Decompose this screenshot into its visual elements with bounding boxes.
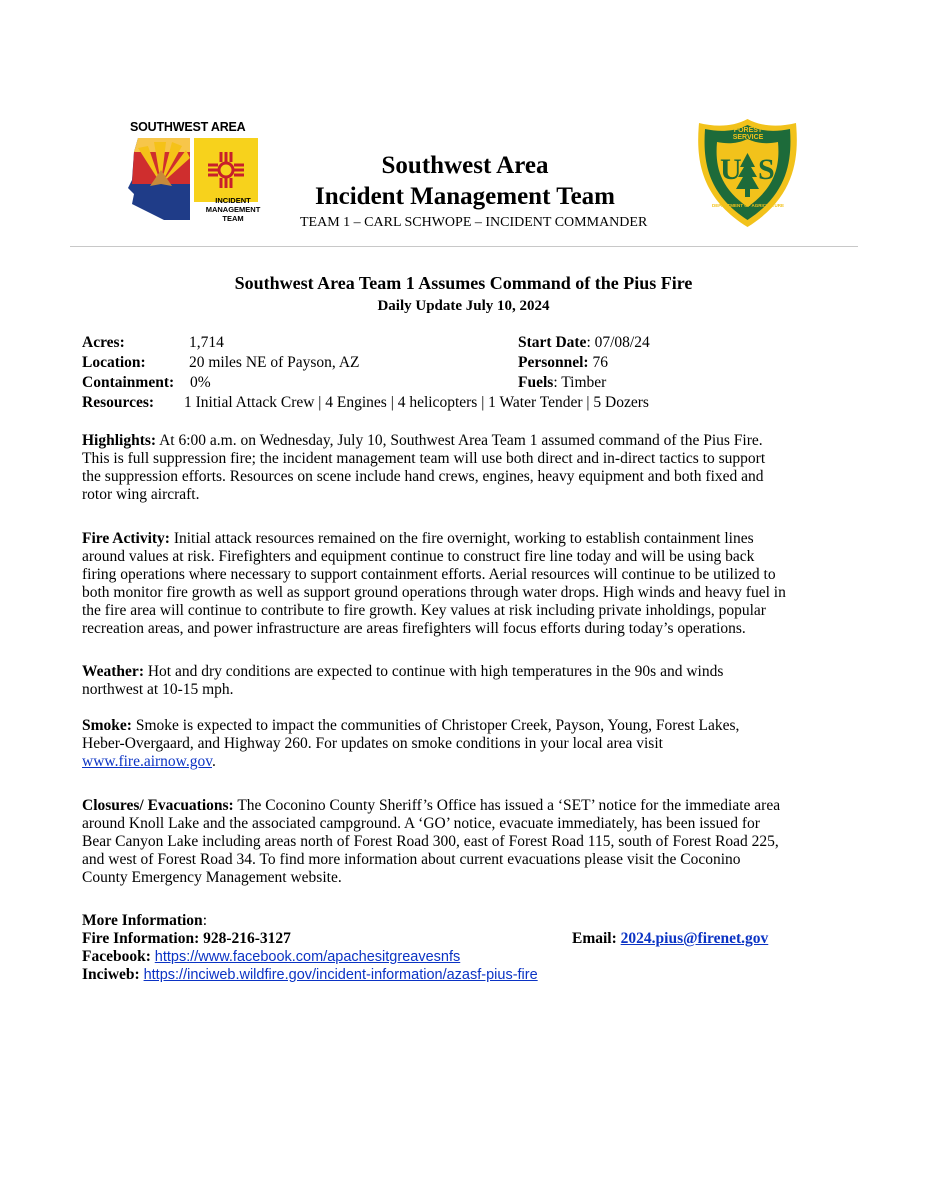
- facebook-link[interactable]: https://www.facebook.com/apachesitgreavesnfs: [154, 949, 461, 965]
- resources-label: Resources:: [82, 394, 155, 411]
- header-divider: [70, 246, 858, 247]
- logo-title: SOUTHWEST AREA: [130, 120, 246, 134]
- swa-imt-logo: [124, 118, 264, 230]
- email-line: Email: 2024.pius@firenet.gov: [572, 930, 769, 947]
- team-subtitle: TEAM 1 – CARL SCHWOPE – INCIDENT COMMANDER: [300, 215, 648, 230]
- shield-bottom-text: DEPARTMENT OF AGRICULTURE: [712, 203, 784, 208]
- containment-label: Containment:: [82, 374, 175, 391]
- personnel: Personnel: 76: [518, 354, 608, 371]
- airnow-link[interactable]: www.fire.airnow.gov: [82, 753, 212, 770]
- more-info-section: More Information: Fire Information: 928-216-3127 Email: 2024.pius@firenet.gov Facebook: https://www.facebook.com/apachesitgreavesnfs Inciweb: https://inciweb.wildfire.gov/incident-information/azasf-pius-fire: [82, 912, 769, 983]
- email-link[interactable]: 2024.pius@firenet.gov: [620, 930, 769, 947]
- fire-information-phone: Fire Information: 928-216-3127: [82, 930, 291, 947]
- weather-section: Weather: Hot and dry conditions are expected to continue with high temperatures in the 90s and winds northwest at 10-15 mph.: [82, 663, 724, 698]
- logo-subtitle: INCIDENT MANAGEMENT TEAM: [205, 196, 261, 223]
- location-label: Location:: [82, 354, 146, 371]
- document-title: Southwest Area Team 1 Assumes Command of the Pius Fire: [234, 273, 693, 293]
- forest-service-shield-logo: [696, 117, 799, 229]
- fire-activity-section: Fire Activity: Initial attack resources remained on the fire overnight, working to establish containment lines around values at risk. Firefighters and equipment continue to construct fire line today and will be using back firing operations where necessary to support containment efforts. Aerial resources will continue to be utilized to both monitor fire growth as well as support ground operations through water drops. High winds and heavy fuel in the fire area will continue to contribute to fire growth. Key values at risk including private inholdings, popular recreation areas, and power infrastructure are areas firefighters will focus efforts during today’s operations.: [82, 530, 786, 637]
- acres-value: 1,714: [189, 334, 224, 351]
- shield-top-text: FOREST SERVICE: [732, 127, 764, 141]
- inciweb-link[interactable]: https://inciweb.wildfire.gov/incident-information/azasf-pius-fire: [143, 967, 538, 983]
- shield-letter-u: U: [720, 153, 742, 186]
- team-title: Southwest Area Incident Management Team: [315, 152, 615, 210]
- containment-value: 0%: [190, 374, 211, 391]
- highlights-section: Highlights: At 6:00 a.m. on Wednesday, July 10, Southwest Area Team 1 assumed command of the Pius Fire. This is full suppression fire; the incident management team will use both direct and in-direct tactics to support the suppression efforts. Resources on scene include hand crews, engines, heavy equipment and both fixed and rotor wing aircraft.: [82, 432, 766, 503]
- resources-value: 1 Initial Attack Crew | 4 Engines | 4 helicopters | 1 Water Tender | 5 Dozers: [184, 394, 649, 411]
- location-value: 20 miles NE of Payson, AZ: [189, 354, 360, 371]
- closures-section: Closures/ Evacuations: The Coconino County Sheriff’s Office has issued a ‘SET’ notice for the immediate area around Knoll Lake and the associated campground. A ‘GO’ notice, evacuate immediately, has been issued for Bear Canyon Lake including areas north of Forest Road 300, east of Forest Road 115, south of Forest Road 225, and west of Forest Road 34. To find more information about current evacuations please visit the Coconino County Emergency Management website.: [82, 797, 781, 886]
- smoke-section: Smoke: Smoke is expected to impact the communities of Christoper Creek, Payson, Young, Forest Lakes, Heber-Overgaard, and Highway 260. For updates on smoke conditions in your local area visit www.fire.airnow.gov.: [82, 717, 740, 770]
- acres-label: Acres:: [82, 334, 125, 351]
- start-date: Start Date: 07/08/24: [518, 334, 650, 351]
- shield-letter-s: S: [758, 153, 775, 186]
- fuels: Fuels: Timber: [518, 374, 607, 391]
- document-date: Daily Update July 10, 2024: [377, 298, 550, 314]
